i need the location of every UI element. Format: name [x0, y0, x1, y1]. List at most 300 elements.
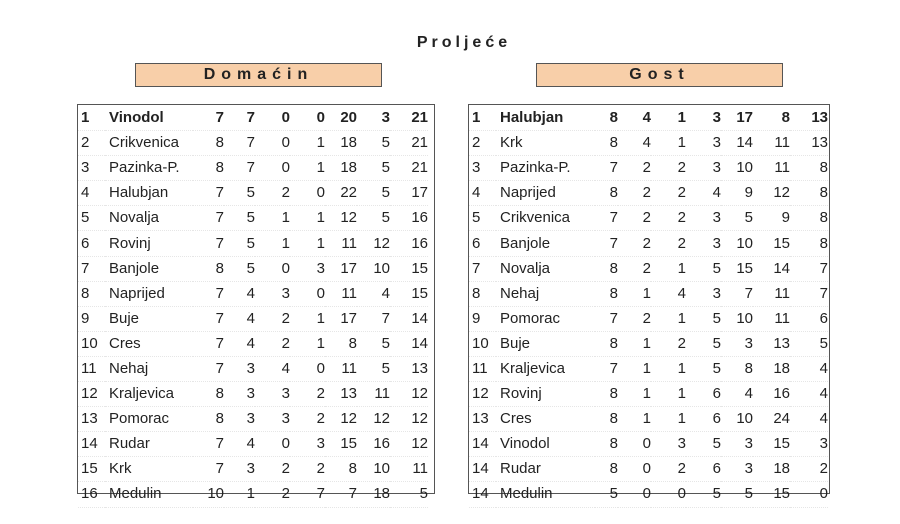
points-cell: 12 — [390, 382, 428, 407]
points-cell: 13 — [790, 131, 828, 156]
goals-for-cell: 5 — [721, 206, 753, 231]
team-name-cell: Halubjan — [105, 181, 193, 206]
goals-against-cell: 15 — [753, 432, 790, 457]
goals-for-cell: 11 — [325, 281, 357, 306]
team-name-cell: Nehaj — [496, 281, 595, 306]
played-cell: 7 — [595, 306, 618, 331]
played-cell: 8 — [595, 407, 618, 432]
goals-against-cell: 3 — [357, 106, 390, 131]
goals-for-cell: 8 — [325, 331, 357, 356]
goals-for-cell: 8 — [721, 356, 753, 381]
rank-cell: 2 — [469, 131, 496, 156]
goals-against-cell: 12 — [753, 181, 790, 206]
wins-cell: 2 — [618, 206, 651, 231]
goals-against-cell: 10 — [357, 457, 390, 482]
points-cell: 12 — [390, 407, 428, 432]
team-name-cell: Rudar — [496, 457, 595, 482]
points-cell: 14 — [390, 331, 428, 356]
goals-against-cell: 5 — [357, 156, 390, 181]
losses-cell: 5 — [686, 432, 721, 457]
goals-against-cell: 4 — [357, 281, 390, 306]
table-row — [469, 181, 828, 206]
draws-cell: 1 — [255, 231, 290, 256]
goals-for-cell: 15 — [325, 432, 357, 457]
team-name-cell: Crikvenica — [105, 131, 193, 156]
team-name-cell: Pomorac — [496, 306, 595, 331]
points-cell: 5 — [390, 482, 428, 507]
rank-cell: 6 — [469, 231, 496, 256]
draws-cell: 0 — [255, 432, 290, 457]
draws-cell: 2 — [255, 181, 290, 206]
goals-against-cell: 5 — [357, 356, 390, 381]
goals-for-cell: 10 — [721, 407, 753, 432]
goals-against-cell: 16 — [357, 432, 390, 457]
played-cell: 8 — [595, 256, 618, 281]
table-row — [469, 106, 828, 131]
wins-cell: 7 — [224, 131, 255, 156]
points-cell: 8 — [790, 206, 828, 231]
goals-for-cell: 17 — [325, 306, 357, 331]
points-cell: 8 — [790, 181, 828, 206]
rank-cell: 14 — [469, 482, 496, 507]
rank-cell: 3 — [78, 156, 105, 181]
table-row — [78, 156, 428, 181]
team-name-cell: Cres — [105, 331, 193, 356]
rank-cell: 10 — [78, 331, 105, 356]
played-cell: 7 — [193, 306, 224, 331]
team-name-cell: Medulin — [496, 482, 595, 507]
played-cell: 8 — [193, 407, 224, 432]
rank-cell: 14 — [469, 432, 496, 457]
draws-cell: 1 — [651, 106, 686, 131]
table-row — [469, 231, 828, 256]
wins-cell: 5 — [224, 231, 255, 256]
wins-cell: 3 — [224, 457, 255, 482]
team-name-cell: Vinodol — [496, 432, 595, 457]
played-cell: 8 — [193, 156, 224, 181]
losses-cell: 7 — [290, 482, 325, 507]
wins-cell: 1 — [618, 331, 651, 356]
wins-cell: 3 — [224, 382, 255, 407]
team-name-cell: Rudar — [105, 432, 193, 457]
goals-against-cell: 5 — [357, 331, 390, 356]
played-cell: 10 — [193, 482, 224, 507]
goals-for-cell: 12 — [325, 206, 357, 231]
wins-cell: 5 — [224, 256, 255, 281]
table-row — [469, 156, 828, 181]
losses-cell: 3 — [686, 281, 721, 306]
draws-cell: 1 — [651, 256, 686, 281]
played-cell: 7 — [193, 331, 224, 356]
goals-against-cell: 8 — [753, 106, 790, 131]
losses-cell: 0 — [290, 356, 325, 381]
rank-cell: 7 — [78, 256, 105, 281]
played-cell: 7 — [193, 356, 224, 381]
rank-cell: 1 — [78, 106, 105, 131]
points-cell: 3 — [790, 432, 828, 457]
losses-cell: 3 — [686, 156, 721, 181]
table-row — [78, 432, 428, 457]
points-cell: 13 — [790, 106, 828, 131]
played-cell: 8 — [595, 457, 618, 482]
points-cell: 7 — [790, 256, 828, 281]
losses-cell: 3 — [290, 432, 325, 457]
points-cell: 15 — [390, 281, 428, 306]
team-name-cell: Krk — [105, 457, 193, 482]
team-name-cell: Halubjan — [496, 106, 595, 131]
rank-cell: 4 — [78, 181, 105, 206]
goals-against-cell: 12 — [357, 231, 390, 256]
draws-cell: 2 — [651, 206, 686, 231]
points-cell: 2 — [790, 457, 828, 482]
rank-cell: 15 — [78, 457, 105, 482]
rank-cell: 1 — [469, 106, 496, 131]
table-row — [78, 457, 428, 482]
team-name-cell: Buje — [105, 306, 193, 331]
wins-cell: 1 — [618, 382, 651, 407]
losses-cell: 2 — [290, 457, 325, 482]
losses-cell: 3 — [686, 131, 721, 156]
wins-cell: 2 — [618, 231, 651, 256]
losses-cell: 1 — [290, 306, 325, 331]
wins-cell: 4 — [224, 281, 255, 306]
losses-cell: 3 — [290, 256, 325, 281]
team-name-cell: Naprijed — [105, 281, 193, 306]
wins-cell: 5 — [224, 181, 255, 206]
home-standings-table — [78, 106, 428, 508]
wins-cell: 4 — [224, 331, 255, 356]
goals-against-cell: 11 — [753, 156, 790, 181]
played-cell: 7 — [595, 231, 618, 256]
goals-for-cell: 22 — [325, 181, 357, 206]
rank-cell: 9 — [469, 306, 496, 331]
team-name-cell: Kraljevica — [105, 382, 193, 407]
losses-cell: 5 — [686, 331, 721, 356]
team-name-cell: Krk — [496, 131, 595, 156]
team-name-cell: Pomorac — [105, 407, 193, 432]
draws-cell: 2 — [255, 331, 290, 356]
goals-against-cell: 24 — [753, 407, 790, 432]
team-name-cell: Banjole — [105, 256, 193, 281]
wins-cell: 0 — [618, 482, 651, 507]
points-cell: 16 — [390, 206, 428, 231]
points-cell: 6 — [790, 306, 828, 331]
draws-cell: 1 — [651, 131, 686, 156]
rank-cell: 11 — [78, 356, 105, 381]
wins-cell: 4 — [224, 432, 255, 457]
goals-against-cell: 10 — [357, 256, 390, 281]
goals-for-cell: 18 — [325, 156, 357, 181]
wins-cell: 4 — [618, 131, 651, 156]
played-cell: 8 — [595, 281, 618, 306]
played-cell: 8 — [595, 131, 618, 156]
goals-for-cell: 13 — [325, 382, 357, 407]
wins-cell: 2 — [618, 156, 651, 181]
page-title: Proljeće — [416, 34, 512, 51]
draws-cell: 2 — [255, 482, 290, 507]
played-cell: 8 — [595, 382, 618, 407]
draws-cell: 2 — [255, 457, 290, 482]
wins-cell: 2 — [618, 306, 651, 331]
losses-cell: 5 — [686, 356, 721, 381]
goals-for-cell: 10 — [721, 156, 753, 181]
table-row — [469, 356, 828, 381]
losses-cell: 0 — [290, 181, 325, 206]
losses-cell: 1 — [290, 231, 325, 256]
table-row — [469, 432, 828, 457]
goals-for-cell: 20 — [325, 106, 357, 131]
away-standings-table — [469, 106, 828, 508]
points-cell: 4 — [790, 382, 828, 407]
table-row — [469, 306, 828, 331]
losses-cell: 0 — [290, 106, 325, 131]
table-row — [469, 206, 828, 231]
played-cell: 8 — [595, 432, 618, 457]
table-row — [78, 256, 428, 281]
goals-against-cell: 18 — [753, 356, 790, 381]
losses-cell: 6 — [686, 382, 721, 407]
losses-cell: 1 — [290, 156, 325, 181]
rank-cell: 8 — [469, 281, 496, 306]
draws-cell: 3 — [255, 281, 290, 306]
table-row — [78, 206, 428, 231]
goals-against-cell: 5 — [357, 181, 390, 206]
goals-for-cell: 7 — [721, 281, 753, 306]
wins-cell: 3 — [224, 356, 255, 381]
played-cell: 8 — [193, 256, 224, 281]
goals-against-cell: 5 — [357, 131, 390, 156]
team-name-cell: Naprijed — [496, 181, 595, 206]
points-cell: 13 — [390, 356, 428, 381]
played-cell: 8 — [595, 181, 618, 206]
goals-for-cell: 3 — [721, 331, 753, 356]
rank-cell: 13 — [78, 407, 105, 432]
rank-cell: 14 — [78, 432, 105, 457]
away-table-header: Gost — [536, 63, 783, 87]
goals-for-cell: 18 — [325, 131, 357, 156]
points-cell: 11 — [390, 457, 428, 482]
wins-cell: 0 — [618, 457, 651, 482]
played-cell: 7 — [193, 206, 224, 231]
draws-cell: 0 — [255, 106, 290, 131]
draws-cell: 4 — [651, 281, 686, 306]
table-row — [469, 382, 828, 407]
table-row — [78, 131, 428, 156]
draws-cell: 1 — [651, 382, 686, 407]
goals-for-cell: 5 — [721, 482, 753, 507]
goals-for-cell: 11 — [325, 356, 357, 381]
draws-cell: 1 — [651, 306, 686, 331]
played-cell: 7 — [595, 356, 618, 381]
table-row — [78, 331, 428, 356]
team-name-cell: Pazinka-P. — [105, 156, 193, 181]
team-name-cell: Vinodol — [105, 106, 193, 131]
team-name-cell: Rovinj — [496, 382, 595, 407]
goals-against-cell: 11 — [357, 382, 390, 407]
goals-for-cell: 11 — [325, 231, 357, 256]
rank-cell: 2 — [78, 131, 105, 156]
draws-cell: 0 — [255, 156, 290, 181]
goals-against-cell: 18 — [753, 457, 790, 482]
losses-cell: 1 — [290, 331, 325, 356]
wins-cell: 1 — [618, 281, 651, 306]
points-cell: 12 — [390, 432, 428, 457]
wins-cell: 1 — [224, 482, 255, 507]
rank-cell: 13 — [469, 407, 496, 432]
team-name-cell: Crikvenica — [496, 206, 595, 231]
goals-for-cell: 10 — [721, 231, 753, 256]
points-cell: 21 — [390, 131, 428, 156]
goals-against-cell: 15 — [753, 482, 790, 507]
table-row — [78, 106, 428, 131]
draws-cell: 2 — [651, 331, 686, 356]
played-cell: 8 — [193, 131, 224, 156]
rank-cell: 5 — [469, 206, 496, 231]
losses-cell: 1 — [290, 206, 325, 231]
rank-cell: 6 — [78, 231, 105, 256]
played-cell: 8 — [595, 331, 618, 356]
played-cell: 7 — [193, 231, 224, 256]
goals-for-cell: 9 — [721, 181, 753, 206]
points-cell: 21 — [390, 156, 428, 181]
rank-cell: 11 — [469, 356, 496, 381]
points-cell: 4 — [790, 356, 828, 381]
goals-against-cell: 11 — [753, 306, 790, 331]
team-name-cell: Nehaj — [105, 356, 193, 381]
points-cell: 16 — [390, 231, 428, 256]
played-cell: 7 — [193, 432, 224, 457]
goals-for-cell: 8 — [325, 457, 357, 482]
points-cell: 4 — [790, 407, 828, 432]
table-row — [78, 356, 428, 381]
wins-cell: 2 — [618, 256, 651, 281]
rank-cell: 12 — [78, 382, 105, 407]
rank-cell: 5 — [78, 206, 105, 231]
table-row — [78, 382, 428, 407]
goals-against-cell: 16 — [753, 382, 790, 407]
wins-cell: 1 — [618, 356, 651, 381]
losses-cell: 3 — [686, 106, 721, 131]
rank-cell: 9 — [78, 306, 105, 331]
table-row — [469, 457, 828, 482]
goals-for-cell: 3 — [721, 457, 753, 482]
rank-cell: 10 — [469, 331, 496, 356]
losses-cell: 5 — [686, 482, 721, 507]
wins-cell: 4 — [618, 106, 651, 131]
team-name-cell: Cres — [496, 407, 595, 432]
table-row — [78, 482, 428, 507]
goals-for-cell: 17 — [721, 106, 753, 131]
table-row — [78, 407, 428, 432]
losses-cell: 1 — [290, 131, 325, 156]
rank-cell: 4 — [469, 181, 496, 206]
losses-cell: 4 — [686, 181, 721, 206]
table-row — [469, 331, 828, 356]
goals-against-cell: 14 — [753, 256, 790, 281]
wins-cell: 3 — [224, 407, 255, 432]
losses-cell: 3 — [686, 231, 721, 256]
points-cell: 8 — [790, 156, 828, 181]
losses-cell: 5 — [686, 306, 721, 331]
table-row — [469, 256, 828, 281]
team-name-cell: Banjole — [496, 231, 595, 256]
table-row — [469, 482, 828, 507]
goals-against-cell: 12 — [357, 407, 390, 432]
goals-against-cell: 11 — [753, 131, 790, 156]
played-cell: 7 — [193, 181, 224, 206]
table-row — [78, 231, 428, 256]
team-name-cell: Medulin — [105, 482, 193, 507]
goals-against-cell: 7 — [357, 306, 390, 331]
goals-against-cell: 5 — [357, 206, 390, 231]
table-row — [78, 181, 428, 206]
points-cell: 14 — [390, 306, 428, 331]
points-cell: 5 — [790, 331, 828, 356]
points-cell: 8 — [790, 231, 828, 256]
goals-against-cell: 9 — [753, 206, 790, 231]
points-cell: 17 — [390, 181, 428, 206]
table-row — [78, 281, 428, 306]
team-name-cell: Rovinj — [105, 231, 193, 256]
table-row — [469, 131, 828, 156]
team-name-cell: Pazinka-P. — [496, 156, 595, 181]
played-cell: 5 — [595, 482, 618, 507]
table-row — [78, 306, 428, 331]
draws-cell: 1 — [651, 356, 686, 381]
home-standings-panel — [77, 104, 435, 503]
draws-cell: 3 — [651, 432, 686, 457]
losses-cell: 0 — [290, 281, 325, 306]
rank-cell: 12 — [469, 382, 496, 407]
draws-cell: 3 — [255, 407, 290, 432]
losses-cell: 3 — [686, 206, 721, 231]
points-cell: 15 — [390, 256, 428, 281]
team-name-cell: Novalja — [105, 206, 193, 231]
played-cell: 8 — [193, 382, 224, 407]
wins-cell: 4 — [224, 306, 255, 331]
wins-cell: 5 — [224, 206, 255, 231]
goals-for-cell: 17 — [325, 256, 357, 281]
table-row — [469, 407, 828, 432]
goals-for-cell: 10 — [721, 306, 753, 331]
rank-cell: 7 — [469, 256, 496, 281]
goals-for-cell: 7 — [325, 482, 357, 507]
played-cell: 7 — [193, 106, 224, 131]
team-name-cell: Novalja — [496, 256, 595, 281]
losses-cell: 5 — [686, 256, 721, 281]
draws-cell: 1 — [255, 206, 290, 231]
losses-cell: 2 — [290, 382, 325, 407]
goals-for-cell: 12 — [325, 407, 357, 432]
rank-cell: 14 — [469, 457, 496, 482]
draws-cell: 2 — [651, 457, 686, 482]
played-cell: 8 — [595, 106, 618, 131]
wins-cell: 1 — [618, 407, 651, 432]
draws-cell: 0 — [255, 131, 290, 156]
draws-cell: 0 — [651, 482, 686, 507]
draws-cell: 2 — [651, 156, 686, 181]
draws-cell: 3 — [255, 382, 290, 407]
draws-cell: 4 — [255, 356, 290, 381]
draws-cell: 2 — [651, 181, 686, 206]
rank-cell: 16 — [78, 482, 105, 507]
goals-against-cell: 15 — [753, 231, 790, 256]
wins-cell: 2 — [618, 181, 651, 206]
draws-cell: 0 — [255, 256, 290, 281]
points-cell: 21 — [390, 106, 428, 131]
wins-cell: 7 — [224, 106, 255, 131]
rank-cell: 8 — [78, 281, 105, 306]
